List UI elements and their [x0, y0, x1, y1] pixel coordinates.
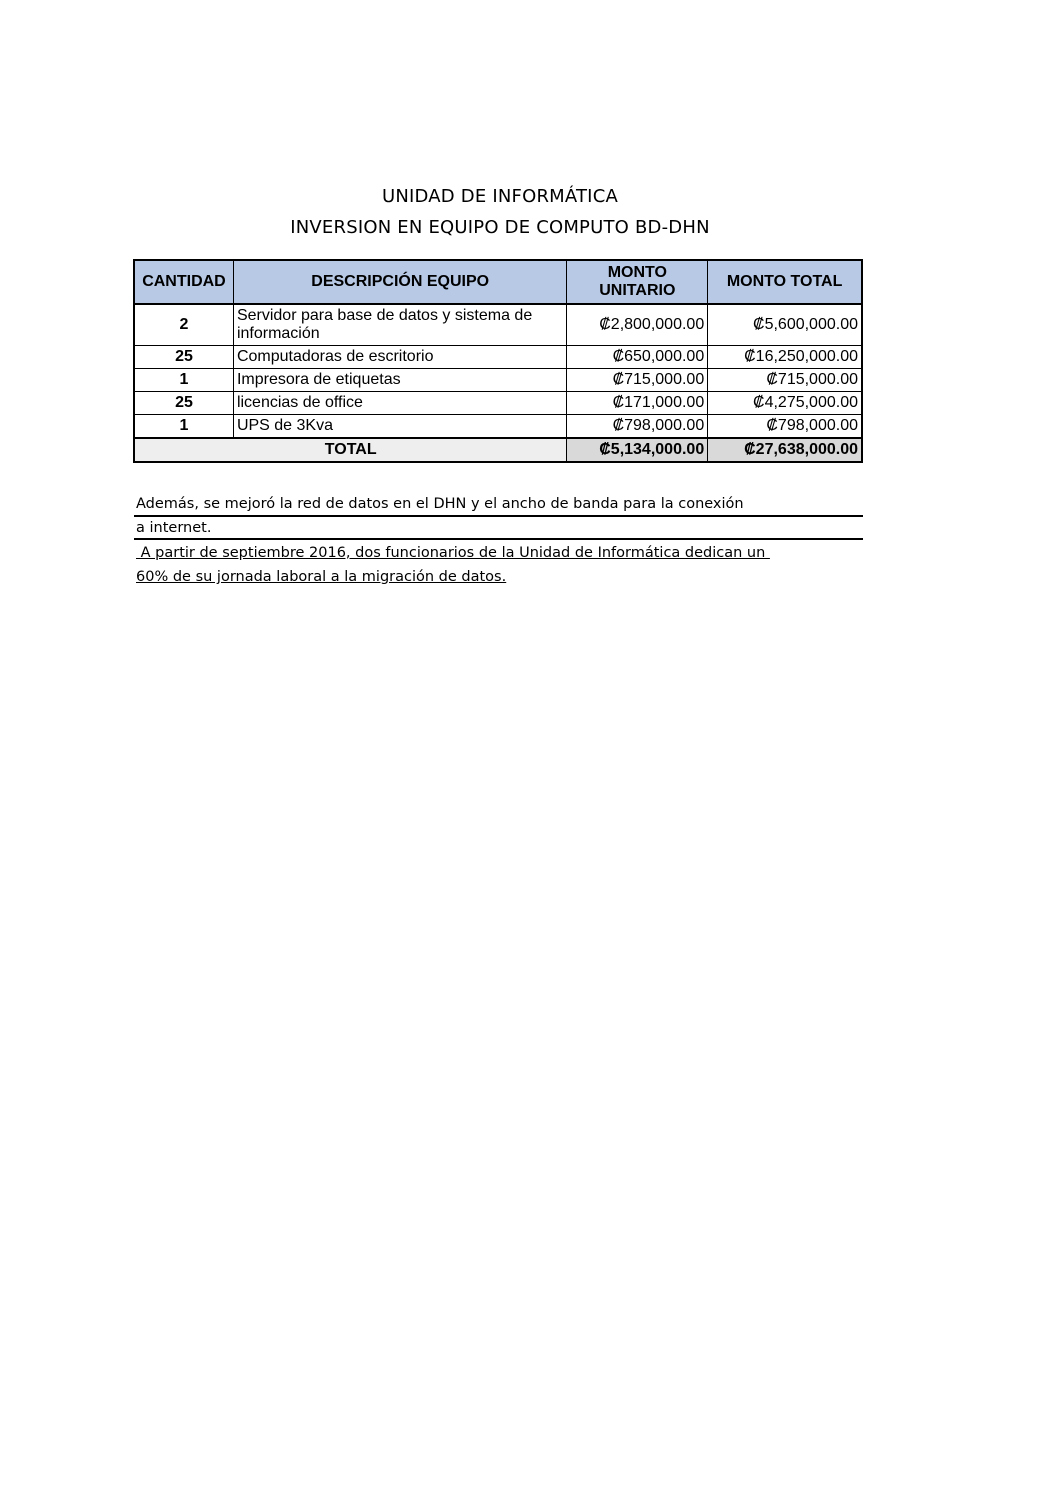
divider-line — [134, 538, 863, 540]
cell-total-amount: ₡16,250,000.00 — [708, 346, 862, 369]
total-grand-amount: ₡27,638,000.00 — [708, 438, 862, 462]
cell-desc: licencias de office — [233, 392, 566, 415]
cell-unit-amount: ₡2,800,000.00 — [567, 304, 708, 346]
cell-total-amount: ₡5,600,000.00 — [708, 304, 862, 346]
note-line-4: 60% de su jornada laboral a la migración de datos. — [136, 569, 507, 585]
cell-desc: Impresora de etiquetas — [233, 369, 566, 392]
document-title: UNIDAD DE INFORMÁTICA — [382, 186, 618, 207]
header-cantidad: CANTIDAD — [134, 260, 233, 304]
cell-qty: 1 — [134, 415, 233, 439]
cell-qty: 2 — [134, 304, 233, 346]
table-row — [134, 346, 862, 369]
total-row — [134, 438, 862, 462]
header-monto-unitario — [567, 260, 708, 304]
cell-unit-amount: ₡650,000.00 — [567, 346, 708, 369]
cell-desc: Servidor para base de datos y sistema de información — [233, 304, 566, 346]
table-row — [134, 369, 862, 392]
total-label: TOTAL — [134, 438, 567, 462]
note-line-3: A partir de septiembre 2016, dos funcionarios de la Unidad de Informática dedican un — [136, 545, 770, 561]
document-subtitle: INVERSION EN EQUIPO DE COMPUTO BD-DHN — [290, 217, 710, 238]
header-monto-total: MONTO TOTAL — [708, 260, 862, 304]
table-row — [134, 415, 862, 439]
cell-unit-amount: ₡171,000.00 — [567, 392, 708, 415]
total-unit-amount: ₡5,134,000.00 — [567, 438, 708, 462]
investment-table — [133, 259, 863, 463]
cell-qty: 25 — [134, 346, 233, 369]
cell-unit-amount: ₡715,000.00 — [567, 369, 708, 392]
header-monto-unitario-line1: MONTO — [607, 264, 667, 281]
cell-total-amount: ₡715,000.00 — [708, 369, 862, 392]
cell-qty: 25 — [134, 392, 233, 415]
divider-line — [134, 515, 863, 517]
cell-desc: Computadoras de escritorio — [233, 346, 566, 369]
note-line-2: a internet. — [136, 520, 212, 536]
table-header-row — [134, 260, 862, 304]
header-monto-unitario-line2: UNITARIO — [599, 282, 676, 299]
header-descripcion: DESCRIPCIÓN EQUIPO — [233, 260, 566, 304]
cell-unit-amount: ₡798,000.00 — [567, 415, 708, 439]
cell-qty: 1 — [134, 369, 233, 392]
cell-total-amount: ₡798,000.00 — [708, 415, 862, 439]
table-row — [134, 392, 862, 415]
table-row — [134, 304, 862, 346]
cell-desc: UPS de 3Kva — [233, 415, 566, 439]
cell-total-amount: ₡4,275,000.00 — [708, 392, 862, 415]
note-line-1: Además, se mejoró la red de datos en el DHN y el ancho de banda para la conexión — [136, 496, 744, 512]
